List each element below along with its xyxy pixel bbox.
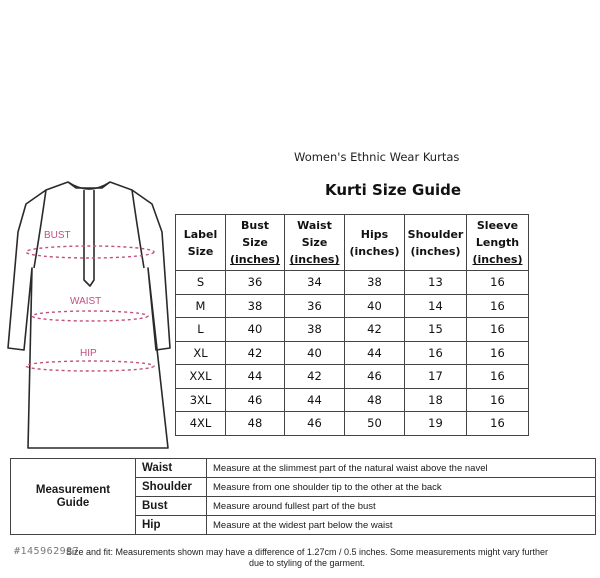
cell-label-size: L <box>176 318 226 342</box>
cell-label-size: XL <box>176 341 226 365</box>
cell-bust: 36 <box>226 271 285 295</box>
header-shoulder <box>405 215 467 271</box>
size-footnote <box>14 547 600 569</box>
header-hips <box>345 215 405 271</box>
waist-measure-line <box>32 311 148 321</box>
size-table <box>175 214 529 436</box>
cell-sleeve-length: 16 <box>467 271 529 295</box>
table-row <box>176 271 529 295</box>
header-waist-size-line2: Size <box>301 236 328 249</box>
guide-item-name: Hip <box>136 516 207 535</box>
cell-bust: 42 <box>226 341 285 365</box>
cell-label-size: M <box>176 294 226 318</box>
cell-bust: 48 <box>226 412 285 436</box>
header-sleeve-length-line2: Length <box>475 236 520 249</box>
cell-sleeve-length: 16 <box>467 341 529 365</box>
kurta-illustration <box>6 176 172 452</box>
hip-label: HIP <box>80 348 97 359</box>
cell-sleeve-length: 16 <box>467 318 529 342</box>
guide-item-name: Shoulder <box>136 478 207 497</box>
cell-hips: 50 <box>345 412 405 436</box>
bust-measure-line <box>26 246 154 258</box>
cell-sleeve-length: 16 <box>467 365 529 389</box>
cell-sleeve-length: 16 <box>467 294 529 318</box>
cell-shoulder: 14 <box>405 294 467 318</box>
cell-waist: 38 <box>285 318 345 342</box>
cell-bust: 40 <box>226 318 285 342</box>
kurta-right-armhole <box>132 190 144 268</box>
header-bust-size-line1: Bust <box>240 219 270 232</box>
cell-waist: 36 <box>285 294 345 318</box>
cell-label-size: 3XL <box>176 388 226 412</box>
measurement-guide-heading-line1: Measurement <box>35 483 111 496</box>
cell-hips: 48 <box>345 388 405 412</box>
guide-item-description: Measure around fullest part of the bust <box>207 497 596 516</box>
header-label-size-line2: Size <box>187 244 214 258</box>
guide-item-description: Measure from one shoulder tip to the other at the back <box>207 478 596 497</box>
measurement-guide-table <box>10 458 596 535</box>
cell-shoulder: 17 <box>405 365 467 389</box>
table-row <box>176 341 529 365</box>
bust-label: BUST <box>44 230 71 241</box>
kurta-placket <box>84 190 94 286</box>
kurta-outline <box>8 182 170 448</box>
header-bust-size-unit: (inches) <box>229 253 280 266</box>
cell-sleeve-length: 16 <box>467 412 529 436</box>
table-row <box>176 388 529 412</box>
header-bust-size <box>226 215 285 271</box>
footnote-line1: Size and fit: Measurements shown may have a difference of 1.27cm / 0.5 inches. Some measurements might vary further <box>65 547 549 557</box>
cell-shoulder: 13 <box>405 271 467 295</box>
cell-bust: 44 <box>226 365 285 389</box>
cell-waist: 44 <box>285 388 345 412</box>
product-sku: #145962987 <box>14 546 80 557</box>
subtitle: Women's Ethnic Wear Kurtas <box>294 150 460 164</box>
header-waist-size-line1: Waist <box>297 219 332 232</box>
cell-waist: 40 <box>285 341 345 365</box>
cell-waist: 34 <box>285 271 345 295</box>
guide-item-description: Measure at the widest part below the waist <box>207 516 596 535</box>
header-waist-size-unit: (inches) <box>289 253 340 266</box>
page-title: Kurti Size Guide <box>325 181 462 199</box>
cell-shoulder: 18 <box>405 388 467 412</box>
header-bust-size-line2: Size <box>242 236 268 249</box>
cell-waist: 46 <box>285 412 345 436</box>
cell-label-size: S <box>176 271 226 295</box>
guide-item-name: Waist <box>136 459 207 478</box>
cell-hips: 44 <box>345 341 405 365</box>
header-hips-line2: (inches) <box>349 244 400 258</box>
header-label-size-line1: Label <box>183 227 218 241</box>
cell-bust: 46 <box>226 388 285 412</box>
cell-sleeve-length: 16 <box>467 388 529 412</box>
cell-shoulder: 16 <box>405 341 467 365</box>
cell-hips: 40 <box>345 294 405 318</box>
cell-shoulder: 15 <box>405 318 467 342</box>
measurement-guide-heading <box>11 459 136 535</box>
guide-row <box>11 459 596 478</box>
cell-bust: 38 <box>226 294 285 318</box>
header-label-size <box>176 215 226 271</box>
footnote-line2: due to styling of the garment. <box>248 558 366 568</box>
header-sleeve-length <box>467 215 529 271</box>
waist-label: WAIST <box>70 296 102 307</box>
table-row <box>176 365 529 389</box>
header-sleeve-length-line1: Sleeve <box>476 219 519 232</box>
table-row <box>176 412 529 436</box>
size-table-header <box>176 215 529 271</box>
hip-measure-line <box>26 361 154 371</box>
cell-label-size: 4XL <box>176 412 226 436</box>
header-sleeve-length-unit: (inches) <box>472 253 523 266</box>
cell-hips: 38 <box>345 271 405 295</box>
measurement-guide-heading-line2: Guide <box>56 496 90 509</box>
header-hips-line1: Hips <box>360 227 389 241</box>
cell-hips: 42 <box>345 318 405 342</box>
table-row <box>176 294 529 318</box>
cell-shoulder: 19 <box>405 412 467 436</box>
table-row <box>176 318 529 342</box>
header-shoulder-line1: Shoulder <box>407 227 464 241</box>
cell-hips: 46 <box>345 365 405 389</box>
header-waist-size <box>285 215 345 271</box>
cell-label-size: XXL <box>176 365 226 389</box>
guide-item-name: Bust <box>136 497 207 516</box>
header-shoulder-line2: (inches) <box>410 244 461 258</box>
cell-waist: 42 <box>285 365 345 389</box>
guide-item-description: Measure at the slimmest part of the natural waist above the navel <box>207 459 596 478</box>
